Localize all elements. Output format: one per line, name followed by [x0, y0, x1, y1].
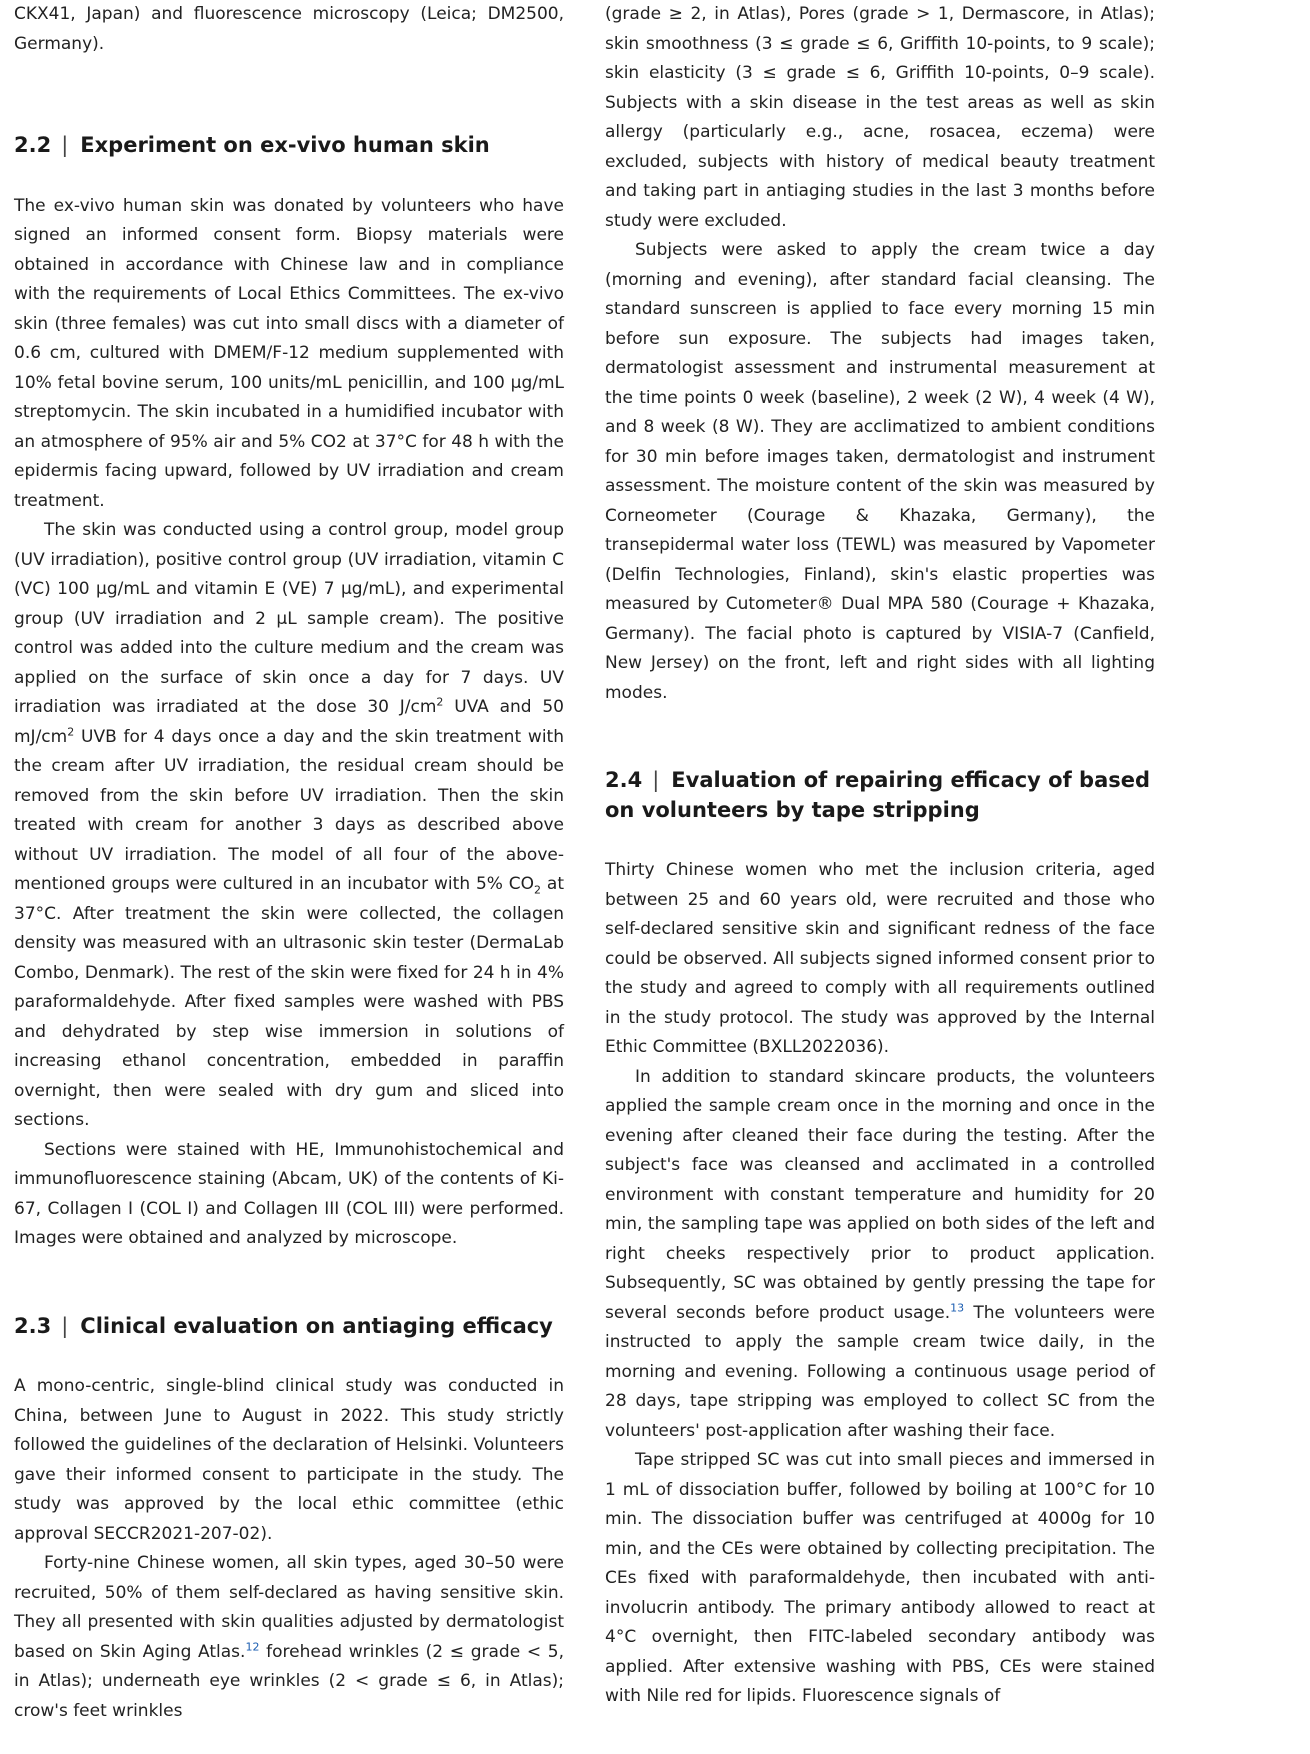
paragraph: A mono-centric, single-blind clinical study was conducted in China, between June to August in 2022. This study strictly followed the guidelines of the declaration of Helsinki. Volunteers gave their informed consent to participate in the study. The study was approved by the local ethic committee (ethic approval SECCR2021-207-02).	[14, 1376, 564, 1544]
heading-divider: |	[652, 768, 660, 792]
paragraph: The skin was conducted using a control group, model group (UV irradiation), positive control group (UV irradiation, vitamin C (VC) 100 μg/mL and vitamin E (VE) 7 μg/mL), and experimental group (UV irradiation and 2 μL sample cream). The positive control was added into the culture medium and the cream was applied on the surface of skin once a day for 7 days. UV irradiation was irradiated at the dose 30 $J/cm^2$ UVA and 50 $mJ/cm^2$ UVB for 4 days once a day and the skin treatment with the cream after UV irradiation, the residual cream should be removed from the skin before UV irradiation. Then the skin treated with cream for another 3 days as described above without UV irradiation. The model of all four of the above-mentioned groups were cultured in an incubator with 5% $CO_2$ at 37°C. After treatment the skin were collected, the collagen density was measured with an ultrasonic skin tester (DermaLab Combo, Denmark). The rest of the skin were fixed for 24 h in 4% paraformaldehyde. After fixed samples were washed with PBS and dehydrated by step wise immersion in solutions of increasing ethanol concentration, embedded in paraffin overnight, then were sealed with dry gum and sliced into sections.	[14, 520, 564, 1130]
section-number: 2.2	[14, 133, 52, 157]
paragraph-continued: (grade ≥ 2, in Atlas), Pores (grade > 1, Dermascore, in Atlas); skin smoothness (3 ≤ grade ≤ 6, Griffith 10-points, to 9 scale); skin elasticity (3 ≤ grade ≤ 6, Griffith 10-points, 0–9 scale). Subjects with a skin disease in the test areas as well as skin allergy (particularly e.g., acne, rosacea, eczema) were excluded, subjects with history of medical beauty treatment and taking part in antiaging studies in the last 3 months before study were excluded.	[605, 4, 1155, 231]
paragraph: Forty-nine Chinese women, all skin types, aged 30–50 were recruited, 50% of them self-declared as having sensitive skin. They all presented with skin qualities adjusted by dermatologist based on Skin Aging Atlas.$^{12}$ forehead wrinkles (2 ≤ grade < 5, in Atlas); underneath eye wrinkles (2 < grade ≤ 6, in Atlas); crow's feet wrinkles	[14, 1553, 564, 1721]
heading-divider: |	[61, 1313, 69, 1338]
paragraph: Tape stripped SC was cut into small pieces and immersed in 1 mL of dissociation buffer, followed by boiling at 100°C for 10 min. The dissociation buffer was centrifuged at 4000g for 10 min, and the CEs were obtained by collecting precipitation. The CEs fixed with paraformaldehyde, then incubated with anti-involucrin antibody. The primary antibody allowed to react at 4°C overnight, then FITC-labeled secondary antibody was applied. After extensive washing with PBS, CEs were stained with Nile red for lipids. Fluorescence signals of	[605, 1450, 1155, 1706]
section-title: Clinical evaluation on antiaging efficacy	[80, 1313, 553, 1338]
section-heading-2-4	[605, 766, 1155, 825]
paragraph-continued: CKX41, Japan) and fluorescence microscopy (Leica; DM2500, Germany).	[14, 4, 564, 54]
section-title: Evaluation of repairing efficacy of based on volunteers by tape stripping	[605, 768, 1151, 822]
section-number: 2.4	[605, 768, 643, 792]
left-column	[14, 0, 564, 1726]
paragraph: Thirty Chinese women who met the inclusion criteria, aged between 25 and 60 years old, were recruited and those who self-declared sensitive skin and significant redness of the face could be observed. All subjects signed informed consent prior to the study and agreed to comply with all requirements outlined in the study protocol. The study was approved by the Internal Ethic Committee (BXLL2022036).	[605, 860, 1155, 1057]
paragraph: The ex-vivo human skin was donated by volunteers who have signed an informed consent form. Biopsy materials were obtained in accordance with Chinese law and in compliance with the requirements of Local Ethics Committees. The ex-vivo skin (three females) was cut into small discs with a diameter of 0.6 cm, cultured with DMEM/F-12 medium supplemented with 10% fetal bovine serum, 100 units/mL penicillin, and 100 μg/mL streptomycin. The skin incubated in a humidified incubator with an atmosphere of 95% air and 5% CO2 at 37°C for 48 h with the epidermis facing upward, followed by UV irradiation and cream treatment.	[14, 195, 564, 511]
heading-divider: |	[61, 133, 69, 157]
section-title: Experiment on ex-vivo human skin	[80, 133, 490, 157]
paragraph: Subjects were asked to apply the cream twice a day (morning and evening), after standard facial cleansing. The standard sunscreen is applied to face every morning 15 min before sun exposure. The subjects had images taken, dermatologist assessment and instrumental measurement at the time points 0 week (baseline), 2 week (2 W), 4 week (4 W), and 8 week (8 W). They are acclimatized to ambient conditions for 30 min before images taken, dermatologist and instrument assessment. The moisture content of the skin was measured by Corneometer (Courage & Khazaka, Germany), the transepidermal water loss (TEWL) was measured by Vapometer (Delfin Technologies, Finland), skin's elastic properties was measured by Cutometer® Dual MPA 580 (Courage + Khazaka, Germany). The facial photo is captured by VISIA-7 (Canfield, New Jersey) on the front, left and right sides with all lighting modes.	[605, 240, 1155, 703]
citation-ref[interactable]: 13	[950, 1300, 965, 1314]
paragraph: In addition to standard skincare products, the volunteers applied the sample cream once in the morning and once in the evening after cleaned their face during the testing. After the subject's face was cleansed and acclimated in a controlled environment with constant temperature and humidity for 20 min, the sampling tape was applied on both sides of the left and right cheeks respectively prior to product application. Subsequently, SC was obtained by gently pressing the tape for several seconds before product usage.$^{13}$ The volunteers were instructed to apply the sample cream twice daily, in the morning and evening. Following a continuous usage period of 28 days, tape stripping was employed to collect SC from the volunteers' post-application after washing their face.	[605, 1066, 1155, 1441]
section-number: 2.3	[14, 1313, 52, 1338]
paragraph: Sections were stained with HE, Immunohistochemical and immunofluorescence staining (Abcam, UK) of the contents of Ki-67, Collagen I (COL I) and Collagen III (COL III) were performed. Images were obtained and analyzed by microscope.	[14, 1139, 564, 1248]
right-column	[605, 0, 1155, 1712]
section-heading-2-2	[14, 131, 564, 161]
citation-ref[interactable]: 12	[245, 1639, 260, 1653]
section-heading-2-3	[14, 1312, 564, 1342]
